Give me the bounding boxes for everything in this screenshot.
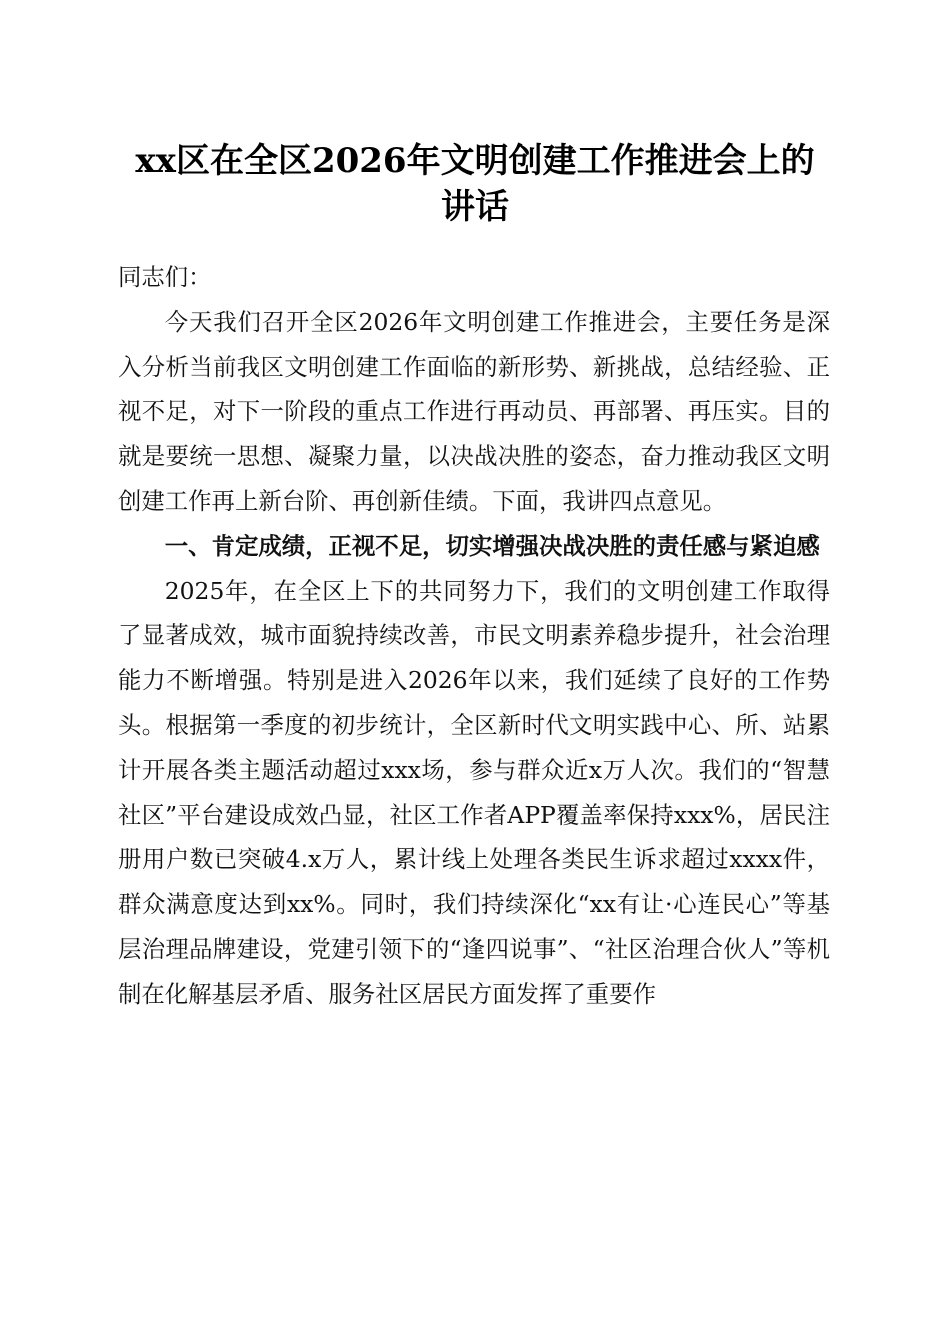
- salutation: 同志们：: [118, 263, 212, 291]
- title-line-2: 讲话: [441, 187, 509, 227]
- section-1-heading: 一、肯定成绩，正视不足，切实增强决战决胜的责任感与紧迫感: [164, 531, 820, 560]
- document-title: [110, 138, 840, 230]
- section-1-paragraph: 2025年，在全区上下的共同努力下，我们的文明创建工作取得了显著成效，城市面貌持续改善，市民文明素养稳步提升，社会治理能力不断增强。特别是进入2026年以来，我们延续了良好的工作势头。根据第一季度的初步统计，全区新时代文明实践中心、所、站累计开展各类主题活动超过xxx场，参与群众近x万人次。我们的“智慧社区”平台建设成效凸显，社区工作者APP覆盖率保持xxx%，居民注册用户数已突破4.x万人，累计线上处理各类民生诉求超过xxxx件，群众满意度达到xx%。同时，我们持续深化“xx有让·心连民心”等基层治理品牌建设，党建引领下的“逢四说事”、“社区治理合伙人”等机制在化解基层矛盾、服务社区居民方面发挥了重要作: [118, 576, 830, 1008]
- opening-paragraph: 今天我们召开全区2026年文明创建工作推进会，主要任务是深入分析当前我区文明创建工作面临的新形势、新挑战，总结经验、正视不足，对下一阶段的重点工作进行再动员、再部署、再压实。目的就是要统一思想、凝聚力量，以决战决胜的姿态，奋力推动我区文明创建工作再上新台阶、再创新佳绩。下面，我讲四点意见。: [118, 307, 830, 515]
- title-line-1: xx区在全区2026年文明创建工作推进会上的: [135, 141, 815, 181]
- document-body: [118, 255, 830, 1017]
